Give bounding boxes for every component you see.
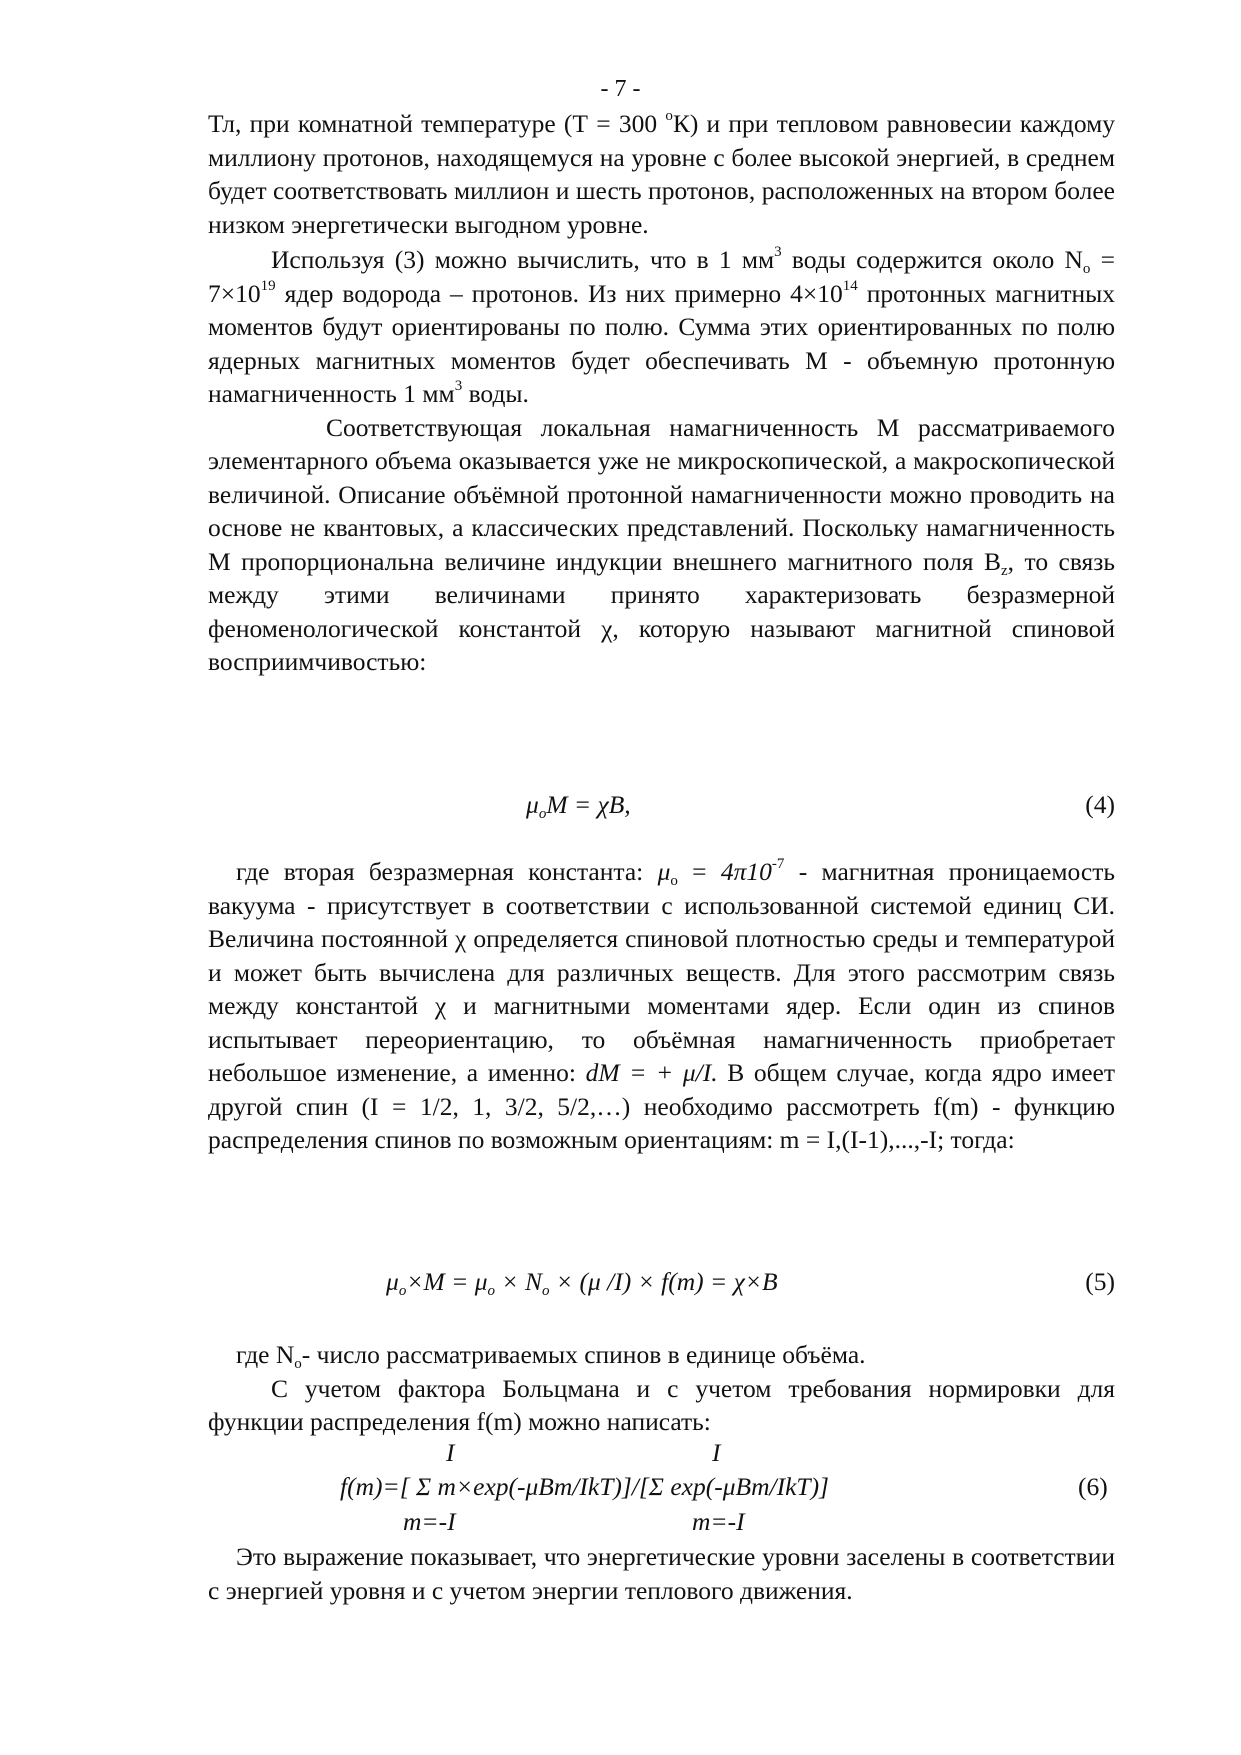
para2-sup-4: 3 [454,378,463,394]
para4-formula: dM = + μ/I. [585,1058,718,1087]
equation-4-number: (4) [1085,790,1115,819]
text-block-bottom [208,1540,1115,1607]
eq4-mu: μ [526,790,539,819]
equation-5 [208,1265,1115,1305]
paragraph-3 [208,411,1115,679]
eq6-lower-limit-1: m=-I [403,1507,456,1536]
text-block-lower [208,1338,1115,1439]
para4-const: 4π10 [720,857,772,886]
para4-text-b: = [677,857,721,886]
para5-text-a: где N [236,1340,295,1369]
para2-sub-1: o [1082,261,1091,277]
eq5-b-sub: o [487,1283,496,1299]
equation-5-body [386,1265,778,1299]
equation-6-number: (6) [1078,1472,1108,1501]
para3-sub-1: z [1001,562,1008,579]
para2-text-e: протонных магнитных моментов будут ориентированы по полю. Сумма этих ориентированных по полю ядерных магнитных моментов будет обеспечивать М - объемную протонную намагниченность 1 мм [208,278,1116,408]
text-block-top [208,107,1115,679]
para2-sup-2: 19 [260,277,276,294]
para1-text-b: К) и при тепловом равновесии каждому миллиону протонов, находящемуся на уровне с более высокой энергией, в среднем будет соответствовать миллион и шесть протонов, расположенных на втором более низком энергетически выгодном уровне. [208,109,1115,239]
page-number: - 7 - [600,76,641,102]
para2-text-c: = 7×10 [208,245,1115,308]
paragraph-4 [208,855,1115,1157]
para2-text-a: Используя (3) можно вычислить, что в 1 мм [271,245,775,274]
para2-sup-3: 14 [842,277,858,294]
eq6-upper-limit-1: I [446,1438,455,1467]
para2-text-d: ядер водорода – протонов. Из них примерно 4×10 [275,278,843,308]
eq5-a-sub: o [398,1283,407,1299]
para4-text-f: В общем случае, когда ядро имеет другой спин (I = 1/2, 1, 3/2, 5/2,…) необходимо рассмотреть f(m) - функцию распределения спинов по возможным ориентациям: m = I,(I-1),...,-I; тогда: [208,1058,1115,1154]
eq6-body: f(m)=[ Σ m×exp(-μBm/IkT)]/[Σ exp(-μBm/IkT)] [340,1472,829,1501]
equation-4-body [526,788,631,822]
degree-sup: o [665,108,673,124]
para4-mu: μ [657,857,671,886]
eq4-rest: M = χB, [546,790,631,819]
para5-text-b: - число рассматриваемых спинов в единице объёма. [301,1340,866,1369]
eq5-c-sub: o [542,1283,550,1299]
paragraph-1 [208,107,1115,241]
eq5-c: × N [495,1267,542,1296]
eq4-sub: o [538,806,547,822]
equation-4 [208,788,1115,828]
eq5-d: × (μ /I) × f(m) = χ×B [549,1267,778,1296]
paragraph-5 [208,1338,1115,1372]
para2-text-f: воды. [462,379,529,408]
paragraph-2 [208,243,1115,411]
eq5-a: μ [386,1267,399,1296]
text-block-middle [208,855,1115,1157]
equation-5-number: (5) [1085,1267,1115,1296]
para4-mu-sub: o [670,873,678,889]
para1-text-a: Тл, при комнатной температуре (Т = 300 [208,109,666,138]
eq5-b: ×M = μ [406,1267,488,1296]
para2-sup-1: 3 [774,244,782,260]
para3-text-a: Соответствующая локальная намагниченность М рассматриваемого элементарного объема оказывается уже не микроскопической, а макроскопической величиной. Описание объёмной протонной намагниченности можно проводить на основе не квантовых, а классических представлений. Поскольку намагниченность М пропорциональна величине индукции внешнего магнитного поля B [208,412,1115,576]
eq6-lower-limit-2: m=-I [692,1507,745,1536]
para2-text-b: воды содержится около N [781,245,1083,274]
para4-const-sup: -7 [771,856,785,872]
eq6-upper-limit-2: I [712,1438,721,1467]
para3-text-b: , то связь между этими величинами принято характеризовать безразмерной феноменологической константой χ, которую называют магнитной спиновой восприимчивостью: [208,546,1115,676]
para4-text-d: - магнитная проницаемость вакуума - присутствует в соответствии с использованной системой единиц СИ. Величина постоянной χ определяется спиновой плотностью среды и температурой и может быть вычислена для различных веществ. Для этого рассмотрим связь между константой χ и магнитными моментами ядер. Если один из спинов испытывает переориентацию, то объёмная намагниченность приобретает небольшое изменение, а именно: [208,857,1115,1087]
paragraph-6: С учетом фактора Больцмана и с учетом требования нормировки для функции распределения f(m) можно написать: [208,1373,1115,1436]
para4-text-a: где вторая безразмерная константа: [236,857,658,886]
para5-sub: o [294,1356,302,1372]
paragraph-7: Это выражение показывает, что энергетические уровни заселены в соответствии с энергией уровня и с учетом энергии теплового движения. [208,1542,1115,1605]
